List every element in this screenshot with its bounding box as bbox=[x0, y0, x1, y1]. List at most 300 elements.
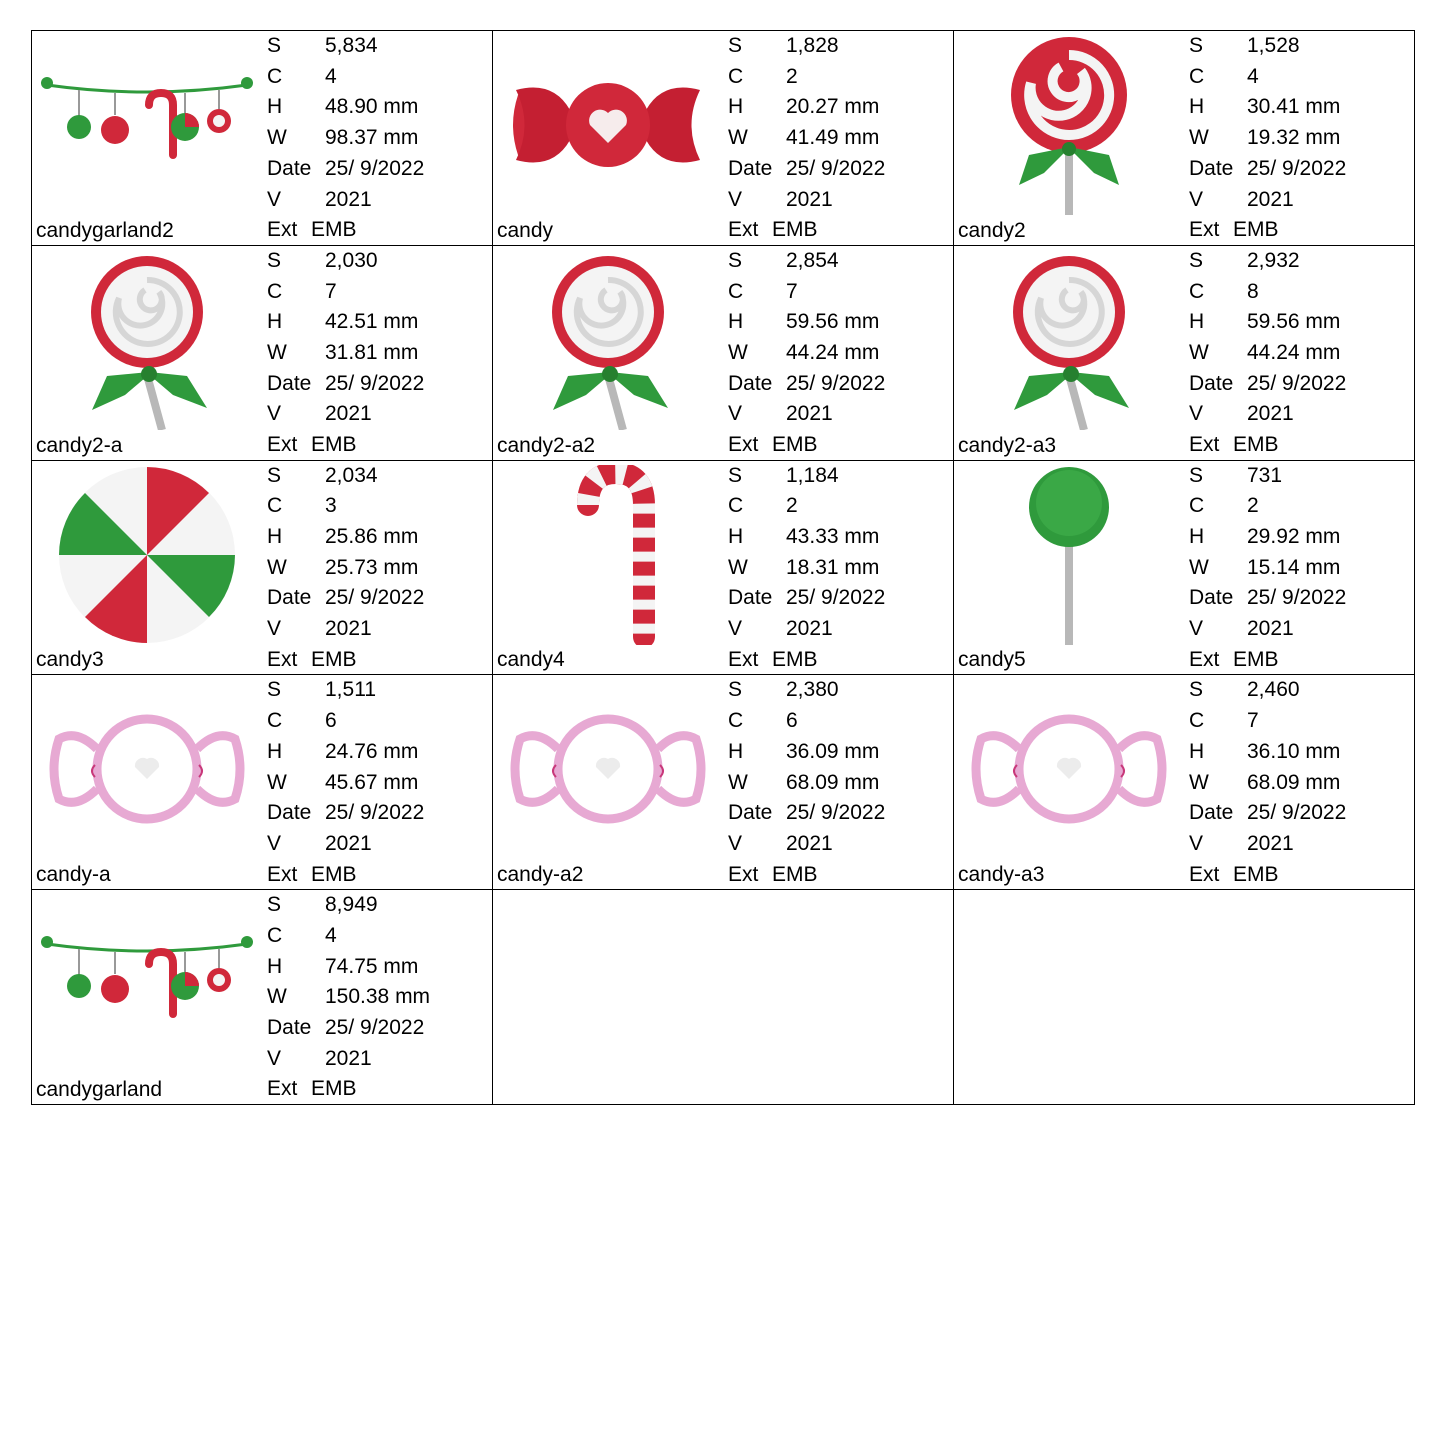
stat-value: 3 bbox=[325, 494, 337, 518]
lollipop-ring-icon bbox=[36, 250, 258, 430]
stat-value: EMB bbox=[772, 647, 818, 671]
stat-date bbox=[1189, 154, 1346, 185]
stat-key: S bbox=[267, 248, 282, 272]
stat-h bbox=[728, 522, 885, 553]
stat-value: 4 bbox=[325, 923, 337, 947]
stat-c bbox=[1189, 706, 1346, 737]
stat-h bbox=[728, 92, 885, 123]
stat-value: 6 bbox=[786, 709, 798, 733]
stat-value: 59.56 mm bbox=[1247, 310, 1341, 334]
stat-s bbox=[1189, 461, 1346, 492]
stat-value: 2,932 bbox=[1247, 248, 1300, 272]
stat-value: 2021 bbox=[325, 831, 372, 855]
stat-value: 30.41 mm bbox=[1247, 95, 1341, 119]
stat-key: C bbox=[1189, 494, 1205, 518]
stat-ext bbox=[267, 1074, 430, 1105]
stat-value: 25/ 9/2022 bbox=[325, 156, 425, 180]
stat-value: 2021 bbox=[1247, 187, 1294, 211]
stat-s bbox=[1189, 31, 1346, 62]
stat-value: 2 bbox=[786, 494, 798, 518]
design-sheet bbox=[31, 30, 1415, 1105]
stat-c bbox=[728, 62, 885, 93]
stat-key: W bbox=[728, 770, 748, 794]
stat-s bbox=[267, 31, 424, 62]
stat-key: V bbox=[267, 831, 282, 855]
stat-key: W bbox=[1189, 770, 1209, 794]
stat-value: 2021 bbox=[1247, 617, 1294, 641]
stat-key: C bbox=[267, 279, 283, 303]
stat-value: 25/ 9/2022 bbox=[325, 586, 425, 610]
design-cell bbox=[32, 246, 493, 461]
stat-v bbox=[267, 614, 424, 645]
stat-key: W bbox=[1189, 555, 1209, 579]
stat-h bbox=[267, 92, 424, 123]
stat-ext bbox=[728, 645, 885, 676]
stat-value: 2021 bbox=[786, 187, 833, 211]
stat-value: 2,030 bbox=[325, 248, 378, 272]
stat-h bbox=[1189, 522, 1346, 553]
stat-key: S bbox=[728, 678, 743, 702]
stat-date bbox=[267, 154, 424, 185]
stat-v bbox=[728, 185, 885, 216]
design-cell bbox=[493, 246, 954, 461]
stat-key: H bbox=[267, 525, 283, 548]
stat-key: S bbox=[267, 34, 282, 57]
stat-key: H bbox=[728, 310, 744, 334]
pink-candy-outline-icon bbox=[36, 679, 258, 859]
lollipop-swirl-icon bbox=[958, 35, 1180, 215]
stat-value: 7 bbox=[1247, 709, 1259, 733]
stat-s bbox=[728, 246, 885, 277]
stat-v bbox=[1189, 829, 1346, 860]
stat-key: S bbox=[1189, 34, 1204, 57]
stat-v bbox=[728, 829, 885, 860]
stat-date bbox=[728, 583, 885, 614]
design-filename: candy2 bbox=[958, 218, 1026, 242]
design-cell bbox=[954, 246, 1415, 461]
stat-value: EMB bbox=[772, 218, 818, 242]
stat-c bbox=[1189, 62, 1346, 93]
stat-key: W bbox=[1189, 340, 1209, 364]
stat-key: C bbox=[267, 494, 283, 518]
stat-s bbox=[267, 890, 430, 921]
design-cell bbox=[954, 675, 1415, 890]
stat-value: 1,184 bbox=[786, 463, 839, 487]
stat-key: S bbox=[267, 893, 282, 917]
stat-key: Date bbox=[728, 371, 773, 395]
stat-ext bbox=[1189, 645, 1346, 676]
lollipop-ring-icon bbox=[958, 250, 1180, 430]
stat-v bbox=[267, 399, 424, 430]
stat-value: 25/ 9/2022 bbox=[1247, 156, 1347, 180]
stat-key: S bbox=[267, 678, 282, 702]
stat-key: S bbox=[728, 34, 743, 57]
wrapped-candy-icon bbox=[497, 35, 719, 215]
stat-key: Ext bbox=[267, 218, 298, 242]
stat-value: EMB bbox=[1233, 647, 1279, 671]
stat-h bbox=[267, 307, 424, 338]
stat-w bbox=[267, 338, 424, 369]
stat-date bbox=[1189, 369, 1346, 400]
stat-value: 43.33 mm bbox=[786, 525, 880, 548]
stat-c bbox=[267, 921, 430, 952]
stat-key: W bbox=[1189, 126, 1209, 150]
stat-h bbox=[1189, 307, 1346, 338]
stat-date bbox=[267, 1013, 430, 1044]
stat-key: H bbox=[728, 95, 744, 119]
design-filename: candy-a2 bbox=[497, 863, 584, 887]
stat-key: C bbox=[1189, 709, 1205, 733]
stat-key: Ext bbox=[728, 862, 759, 886]
stat-key: V bbox=[1189, 831, 1204, 855]
stat-s bbox=[728, 31, 885, 62]
design-filename: candy4 bbox=[497, 648, 565, 672]
stat-value: 18.31 mm bbox=[786, 555, 880, 579]
stat-key: Date bbox=[1189, 156, 1234, 180]
stat-key: W bbox=[267, 770, 287, 794]
design-stats bbox=[1189, 675, 1346, 890]
stat-key: V bbox=[728, 617, 743, 641]
stat-key: S bbox=[728, 248, 743, 272]
stat-key: C bbox=[728, 494, 744, 518]
stat-value: 5,834 bbox=[325, 34, 378, 57]
stat-w bbox=[1189, 553, 1346, 584]
design-cell bbox=[954, 31, 1415, 246]
stat-key: H bbox=[728, 739, 744, 763]
stat-date bbox=[728, 798, 885, 829]
stat-value: 7 bbox=[325, 279, 337, 303]
stat-key: C bbox=[267, 923, 283, 947]
stat-value: 2021 bbox=[786, 831, 833, 855]
stat-key: S bbox=[1189, 463, 1204, 487]
stat-value: EMB bbox=[772, 862, 818, 886]
stat-h bbox=[728, 307, 885, 338]
stat-value: 98.37 mm bbox=[325, 126, 419, 150]
stat-c bbox=[267, 491, 424, 522]
stat-value: 6 bbox=[325, 709, 337, 733]
stat-value: 150.38 mm bbox=[325, 985, 431, 1009]
stat-value: 2 bbox=[786, 64, 798, 88]
design-cell bbox=[32, 461, 493, 676]
stat-key: V bbox=[267, 1046, 282, 1070]
stat-value: 42.51 mm bbox=[325, 310, 419, 334]
stat-value: 19.32 mm bbox=[1247, 126, 1341, 150]
empty-cell bbox=[493, 890, 954, 1105]
stat-key: H bbox=[267, 310, 283, 334]
stat-c bbox=[1189, 277, 1346, 308]
stat-value: EMB bbox=[1233, 218, 1279, 242]
stat-ext bbox=[728, 860, 885, 891]
stat-key: H bbox=[1189, 310, 1205, 334]
stat-w bbox=[267, 768, 424, 799]
stat-value: 20.27 mm bbox=[786, 95, 880, 119]
peppermint-icon bbox=[36, 465, 258, 645]
stat-value: 4 bbox=[1247, 64, 1259, 88]
stat-key: W bbox=[267, 985, 287, 1009]
stat-key: V bbox=[1189, 402, 1204, 426]
stat-c bbox=[1189, 491, 1346, 522]
stat-ext bbox=[728, 430, 885, 461]
stat-key: Date bbox=[267, 801, 312, 825]
stat-value: 25/ 9/2022 bbox=[325, 371, 425, 395]
pink-candy-outline-icon bbox=[958, 679, 1180, 859]
design-cell bbox=[493, 31, 954, 246]
stat-value: EMB bbox=[311, 433, 357, 457]
pink-candy-outline-icon bbox=[497, 679, 719, 859]
stat-key: Date bbox=[267, 586, 312, 610]
design-filename: candygarland2 bbox=[36, 218, 174, 242]
stat-c bbox=[728, 491, 885, 522]
stat-w bbox=[267, 553, 424, 584]
design-cell bbox=[493, 675, 954, 890]
stat-w bbox=[267, 123, 424, 154]
stat-value: 1,511 bbox=[325, 678, 376, 702]
stat-value: EMB bbox=[311, 1077, 357, 1101]
stat-value: 2021 bbox=[325, 1046, 372, 1070]
stat-key: Ext bbox=[267, 1077, 298, 1101]
stat-v bbox=[267, 1044, 430, 1075]
stat-value: EMB bbox=[311, 647, 357, 671]
garland-icon bbox=[36, 35, 258, 215]
stat-date bbox=[267, 369, 424, 400]
stat-key: C bbox=[1189, 279, 1205, 303]
stat-ext bbox=[728, 215, 885, 246]
stat-value: EMB bbox=[772, 433, 818, 457]
stat-value: EMB bbox=[1233, 433, 1279, 457]
stat-c bbox=[267, 277, 424, 308]
stat-h bbox=[267, 952, 430, 983]
stat-s bbox=[1189, 675, 1346, 706]
design-stats bbox=[267, 31, 424, 246]
stat-value: 25.86 mm bbox=[325, 525, 419, 548]
stat-key: Date bbox=[267, 371, 312, 395]
stat-ext bbox=[1189, 215, 1346, 246]
stat-key: Date bbox=[728, 156, 773, 180]
stat-date bbox=[267, 798, 424, 829]
stat-value: 25/ 9/2022 bbox=[1247, 801, 1347, 825]
stat-v bbox=[728, 614, 885, 645]
stat-value: 731 bbox=[1247, 463, 1283, 487]
stat-value: 4 bbox=[325, 64, 337, 88]
stat-s bbox=[728, 675, 885, 706]
design-filename: candy-a bbox=[36, 863, 111, 887]
stat-key: H bbox=[267, 954, 283, 978]
stat-key: Ext bbox=[1189, 433, 1220, 457]
stat-w bbox=[267, 982, 430, 1013]
stat-ext bbox=[267, 860, 424, 891]
stat-value: 68.09 mm bbox=[1247, 770, 1341, 794]
design-stats bbox=[1189, 31, 1346, 246]
stat-value: 59.56 mm bbox=[786, 310, 880, 334]
stat-value: 45.67 mm bbox=[325, 770, 419, 794]
stat-h bbox=[1189, 737, 1346, 768]
stat-s bbox=[267, 461, 424, 492]
stat-v bbox=[728, 399, 885, 430]
stat-key: V bbox=[728, 831, 743, 855]
stat-key: Ext bbox=[1189, 647, 1220, 671]
stat-value: 2021 bbox=[786, 617, 833, 641]
stat-key: Ext bbox=[1189, 862, 1220, 886]
design-stats bbox=[267, 890, 430, 1105]
stat-c bbox=[728, 706, 885, 737]
stat-value: 15.14 mm bbox=[1247, 555, 1341, 579]
design-filename: candy bbox=[497, 218, 554, 242]
stat-key: H bbox=[1189, 95, 1205, 119]
stat-value: 74.75 mm bbox=[325, 954, 419, 978]
stat-h bbox=[267, 737, 424, 768]
stat-key: Date bbox=[728, 801, 773, 825]
design-stats bbox=[728, 246, 885, 461]
stat-value: 24.76 mm bbox=[325, 739, 419, 763]
stat-s bbox=[267, 246, 424, 277]
stat-key: Ext bbox=[267, 647, 298, 671]
stat-key: Ext bbox=[728, 218, 759, 242]
stat-key: C bbox=[267, 709, 283, 733]
stat-key: W bbox=[267, 555, 287, 579]
stat-key: Date bbox=[728, 586, 773, 610]
design-filename: candygarland bbox=[36, 1078, 163, 1101]
stat-ext bbox=[1189, 430, 1346, 461]
stat-key: W bbox=[728, 340, 748, 364]
stat-value: 25.73 mm bbox=[325, 555, 419, 579]
stat-key: S bbox=[267, 463, 282, 487]
stat-value: 2021 bbox=[1247, 402, 1294, 426]
design-stats bbox=[728, 461, 885, 676]
stat-h bbox=[1189, 92, 1346, 123]
stat-key: V bbox=[728, 402, 743, 426]
stat-key: V bbox=[267, 617, 282, 641]
stat-key: H bbox=[267, 95, 283, 119]
stat-w bbox=[1189, 338, 1346, 369]
stat-date bbox=[267, 583, 424, 614]
stat-s bbox=[267, 675, 424, 706]
stat-value: 25/ 9/2022 bbox=[786, 371, 886, 395]
stat-key: Date bbox=[267, 1016, 312, 1039]
stat-value: 44.24 mm bbox=[1247, 340, 1341, 364]
stat-value: 2,854 bbox=[786, 248, 839, 272]
stat-v bbox=[1189, 614, 1346, 645]
garland-icon bbox=[36, 894, 258, 1074]
stat-value: 2,380 bbox=[786, 678, 839, 702]
lollipop-ring-icon bbox=[497, 250, 719, 430]
stat-value: 48.90 mm bbox=[325, 95, 419, 119]
design-filename: candy2-a bbox=[36, 433, 123, 457]
stat-value: EMB bbox=[311, 862, 357, 886]
candy-cane-icon bbox=[497, 465, 719, 645]
stat-value: EMB bbox=[311, 218, 357, 242]
design-filename: candy3 bbox=[36, 648, 104, 672]
stat-key: C bbox=[728, 709, 744, 733]
stat-date bbox=[728, 369, 885, 400]
stat-value: 2,460 bbox=[1247, 678, 1300, 702]
stat-value: 2021 bbox=[325, 617, 372, 641]
stat-key: V bbox=[728, 187, 743, 211]
stat-key: V bbox=[267, 402, 282, 426]
stat-value: 31.81 mm bbox=[325, 340, 419, 364]
stat-value: 25/ 9/2022 bbox=[1247, 586, 1347, 610]
stat-key: S bbox=[1189, 248, 1204, 272]
stat-ext bbox=[267, 215, 424, 246]
design-cell bbox=[32, 31, 493, 246]
stat-key: C bbox=[728, 64, 744, 88]
stat-key: V bbox=[1189, 187, 1204, 211]
stat-key: Ext bbox=[728, 433, 759, 457]
stat-value: 29.92 mm bbox=[1247, 525, 1341, 548]
stat-value: 36.09 mm bbox=[786, 739, 880, 763]
green-lollipop-icon bbox=[958, 465, 1180, 645]
stat-key: V bbox=[267, 187, 282, 211]
design-stats bbox=[267, 675, 424, 890]
stat-w bbox=[728, 768, 885, 799]
stat-key: Date bbox=[1189, 371, 1234, 395]
stat-ext bbox=[267, 430, 424, 461]
stat-key: W bbox=[267, 126, 287, 150]
stat-value: 44.24 mm bbox=[786, 340, 880, 364]
stat-key: H bbox=[1189, 739, 1205, 763]
stat-v bbox=[267, 185, 424, 216]
stat-ext bbox=[267, 645, 424, 676]
stat-s bbox=[728, 461, 885, 492]
stat-value: 68.09 mm bbox=[786, 770, 880, 794]
stat-key: H bbox=[1189, 525, 1205, 548]
design-stats bbox=[267, 461, 424, 676]
design-cell bbox=[954, 461, 1415, 676]
stat-c bbox=[267, 706, 424, 737]
design-stats bbox=[1189, 246, 1346, 461]
stat-key: V bbox=[1189, 617, 1204, 641]
stat-c bbox=[267, 62, 424, 93]
stat-key: Date bbox=[1189, 586, 1234, 610]
stat-value: 36.10 mm bbox=[1247, 739, 1341, 763]
stat-key: W bbox=[267, 340, 287, 364]
design-filename: candy2-a2 bbox=[497, 433, 596, 457]
stat-value: EMB bbox=[1233, 862, 1279, 886]
stat-value: 25/ 9/2022 bbox=[786, 156, 886, 180]
stat-v bbox=[1189, 185, 1346, 216]
stat-h bbox=[728, 737, 885, 768]
stat-value: 41.49 mm bbox=[786, 126, 880, 150]
design-stats bbox=[267, 246, 424, 461]
stat-key: H bbox=[267, 739, 283, 763]
stat-value: 25/ 9/2022 bbox=[786, 801, 886, 825]
stat-w bbox=[728, 553, 885, 584]
stat-date bbox=[1189, 583, 1346, 614]
stat-key: C bbox=[728, 279, 744, 303]
stat-w bbox=[1189, 768, 1346, 799]
stat-key: C bbox=[267, 64, 283, 88]
stat-key: Date bbox=[1189, 801, 1234, 825]
stat-v bbox=[267, 829, 424, 860]
stat-key: Ext bbox=[267, 433, 298, 457]
stat-key: Date bbox=[267, 156, 312, 180]
stat-h bbox=[267, 522, 424, 553]
stat-ext bbox=[1189, 860, 1346, 891]
stat-s bbox=[1189, 246, 1346, 277]
stat-value: 7 bbox=[786, 279, 798, 303]
stat-value: 1,528 bbox=[1247, 34, 1300, 57]
stat-w bbox=[1189, 123, 1346, 154]
stat-value: 25/ 9/2022 bbox=[786, 586, 886, 610]
stat-date bbox=[1189, 798, 1346, 829]
design-cell bbox=[493, 461, 954, 676]
stat-value: 2021 bbox=[1247, 831, 1294, 855]
stat-key: H bbox=[728, 525, 744, 548]
stat-value: 2021 bbox=[325, 402, 372, 426]
stat-key: S bbox=[728, 463, 743, 487]
design-filename: candy2-a3 bbox=[958, 433, 1057, 457]
stat-value: 8,949 bbox=[325, 893, 378, 917]
stat-value: 8 bbox=[1247, 279, 1259, 303]
